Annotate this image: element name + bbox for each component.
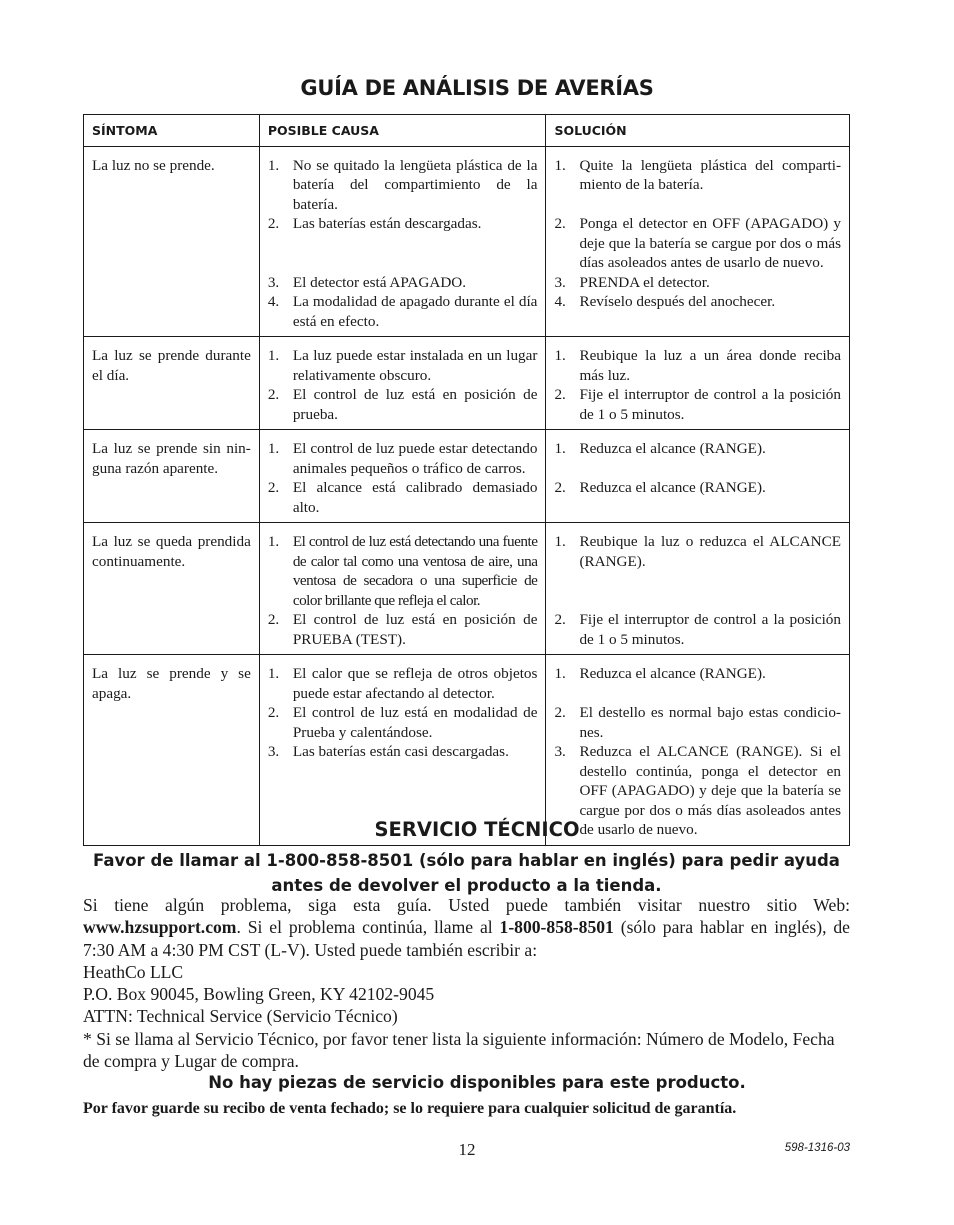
no-parts-notice: No hay piezas de servicio disponibles para este producto. [208,1073,746,1092]
item-number: 2. [554,704,566,721]
item-text: Reubique la luz o reduzca el ALCANCE (RANGE). [579,533,841,570]
item-text: El control de luz está en posición de PRUEBA (TEST). [292,611,538,648]
list-item [268,156,538,215]
item-number: 3. [554,743,566,760]
list-item [268,532,538,610]
item-text: El control de luz puede estar detectando animales pequeños o tráfico de carros. [292,440,538,477]
item-text: La luz puede estar instalada en un lugar relativamente obscuro. [292,347,538,384]
page-number: 12 [458,1140,476,1159]
item-text: Fije el interruptor de control a la posición de 1 o 5 minutos. [579,611,841,648]
item-number: 1. [267,533,280,550]
list-item [554,703,841,742]
list-item [268,703,538,742]
cause-cell [259,430,546,523]
item-number: 4. [267,293,280,310]
item-text: Reduzca el alcance (RANGE). [579,479,766,496]
item-text: No se quitado la lengüeta plástica de la batería del compartimiento de la batería. [292,156,538,213]
item-number: 3. [554,273,566,291]
cause-cell [259,523,546,655]
list-item [554,439,841,459]
item-number: 2. [554,215,566,232]
list-item [554,156,841,195]
document-number: 598-1316-03 [784,1142,850,1154]
item-text: Quite la lengüeta plástica del comparti-miento de la batería. [579,156,841,193]
item-text: El control de luz está detectando una fuente de calor tal como una ventosa de aire, una ventosa de secadora o una superficie de color brillante que refleja el calor. [292,533,538,609]
list-item [554,532,841,571]
header-solution: SOLUCIÓN [546,115,850,147]
symptom-cell: La luz no se prende. [84,146,260,337]
item-text: Las baterías están casi descargadas. [292,743,509,760]
item-text: El control de luz está en posición de prueba. [292,386,538,423]
table-row [84,523,850,655]
call-line-1: Favor de llamar al 1-800-858-8501 (sólo para hablar en inglés) para pedir ayuda [93,851,840,870]
item-number: 1. [554,665,566,682]
list-item [268,478,538,517]
solution-cell [546,146,850,337]
item-number: 1. [554,347,566,364]
item-text: PRENDA el detector. [579,273,710,291]
service-body [83,894,850,1072]
list-item [554,610,841,649]
solution-cell [546,655,850,846]
item-number: 4. [554,293,566,310]
paragraph-text-a: Si tiene algún problema, siga esta guía. Usted puede también visitar nuestro sitio Web: [83,895,850,915]
item-text: Reduzca el alcance (RANGE). [579,665,766,682]
list-item [268,273,538,293]
list-item [268,214,538,234]
item-text: El calor que se refleja de otros objetos puede estar afectando al detector. [292,665,538,702]
item-number: 3. [267,743,280,760]
list-item [554,346,841,385]
troubleshooting-table [83,114,850,846]
support-phone-number: 1-800-858-8501 [499,917,614,938]
list-item [268,346,538,385]
cause-cell [259,655,546,846]
list-item [554,292,841,312]
header-cause: POSIBLE CAUSA [259,115,546,147]
list-item [554,385,841,424]
table-row [84,146,850,337]
service-title: SERVICIO TÉCNICO [374,818,580,841]
symptom-cell: La luz se prende y se apaga. [84,655,260,846]
service-paragraph [83,894,850,961]
item-number: 1. [554,533,566,550]
item-number: 2. [554,479,566,496]
item-text: El control de luz está en modalidad de Prueba y calentándose. [292,704,538,741]
page-title: GUÍA DE ANÁLISIS DE AVERÍAS [300,76,654,100]
item-number: 1. [267,347,280,364]
paragraph-text-b: . Si el problema continúa, llame al [236,917,500,938]
item-number: 2. [554,611,566,628]
item-text: El alcance está calibrado demasiado alto. [292,479,538,516]
item-number: 1. [267,156,280,174]
item-number: 2. [267,611,280,628]
receipt-notice: Por favor guarde su recibo de venta fechado; se lo requiere para cualquier solicitud de garantía. [83,1100,737,1117]
cause-cell [259,146,546,337]
solution-cell [546,523,850,655]
item-number: 2. [267,704,280,721]
symptom-cell: La luz se queda prendida continuamente. [84,523,260,655]
item-number: 2. [267,479,280,496]
item-number: 2. [554,386,566,403]
cause-cell [259,337,546,430]
support-website-link[interactable]: www.hzsupport.com [83,917,237,938]
list-item [554,664,841,684]
list-item [268,439,538,478]
address-line: HeathCo LLC [83,961,184,982]
table-header-row [84,115,850,147]
list-item [268,742,538,762]
item-number: 1. [554,440,566,457]
list-item [268,292,538,331]
service-note: * Si se llama al Servicio Técnico, por favor tener lista la siguiente información: Número de Modelo, Fecha de compra y Lugar de compra. [83,1028,835,1072]
item-number: 1. [267,440,280,457]
item-text: La modalidad de apagado durante el día está en efecto. [292,293,538,330]
address-line: P.O. Box 90045, Bowling Green, KY 42102-9045 [83,984,435,1005]
list-item [268,664,538,703]
header-symptom: SÍNTOMA [84,115,260,147]
paragraph-text-c: (sólo para hablar en inglés), de 7:30 AM a 4:30 PM CST (L-V). Usted puede también escribir a: [83,917,850,960]
item-text: Fije el interruptor de control a la posición de 1 o 5 minutos. [579,386,841,423]
item-text: Las baterías están descargadas. [292,215,482,232]
item-text: El detector está APAGADO. [292,273,467,291]
item-text: Reubique la luz a un área donde reciba más luz. [579,347,841,384]
item-text: Reduzca el alcance (RANGE). [579,440,766,457]
list-item [554,214,841,273]
list-item [268,610,538,649]
solution-cell [546,430,850,523]
call-line-2: antes de devolver el producto a la tienda. [271,876,662,895]
list-item [554,273,841,293]
symptom-cell: La luz se prende sin nin-guna razón aparente. [84,430,260,523]
symptom-cell: La luz se prende durante el día. [84,337,260,430]
list-item [554,478,841,498]
item-number: 1. [554,156,566,174]
address-line: ATTN: Technical Service (Servicio Técnico) [83,1006,398,1027]
item-text: El destello es normal bajo estas condicio-nes. [579,704,841,741]
table-row [84,430,850,523]
item-number: 2. [267,215,280,232]
table-row [84,655,850,846]
item-number: 1. [267,665,280,682]
list-item [268,385,538,424]
item-text: Reduzca el ALCANCE (RANGE). Si el destello continúa, ponga el detector en OFF (APAGADO) y deje que la batería se cargue por dos o más días asoleados antes de usarlo de nuevo. [579,743,841,838]
item-text: Revíselo después del anochecer. [579,293,776,310]
table-row [84,337,850,430]
call-instructions [83,848,850,898]
item-number: 3. [267,273,280,291]
item-text: Ponga el detector en OFF (APAGADO) y deje que la batería se cargue por dos o más días asoleados antes de usarlo de nuevo. [579,215,841,271]
item-number: 2. [267,386,280,403]
solution-cell [546,337,850,430]
